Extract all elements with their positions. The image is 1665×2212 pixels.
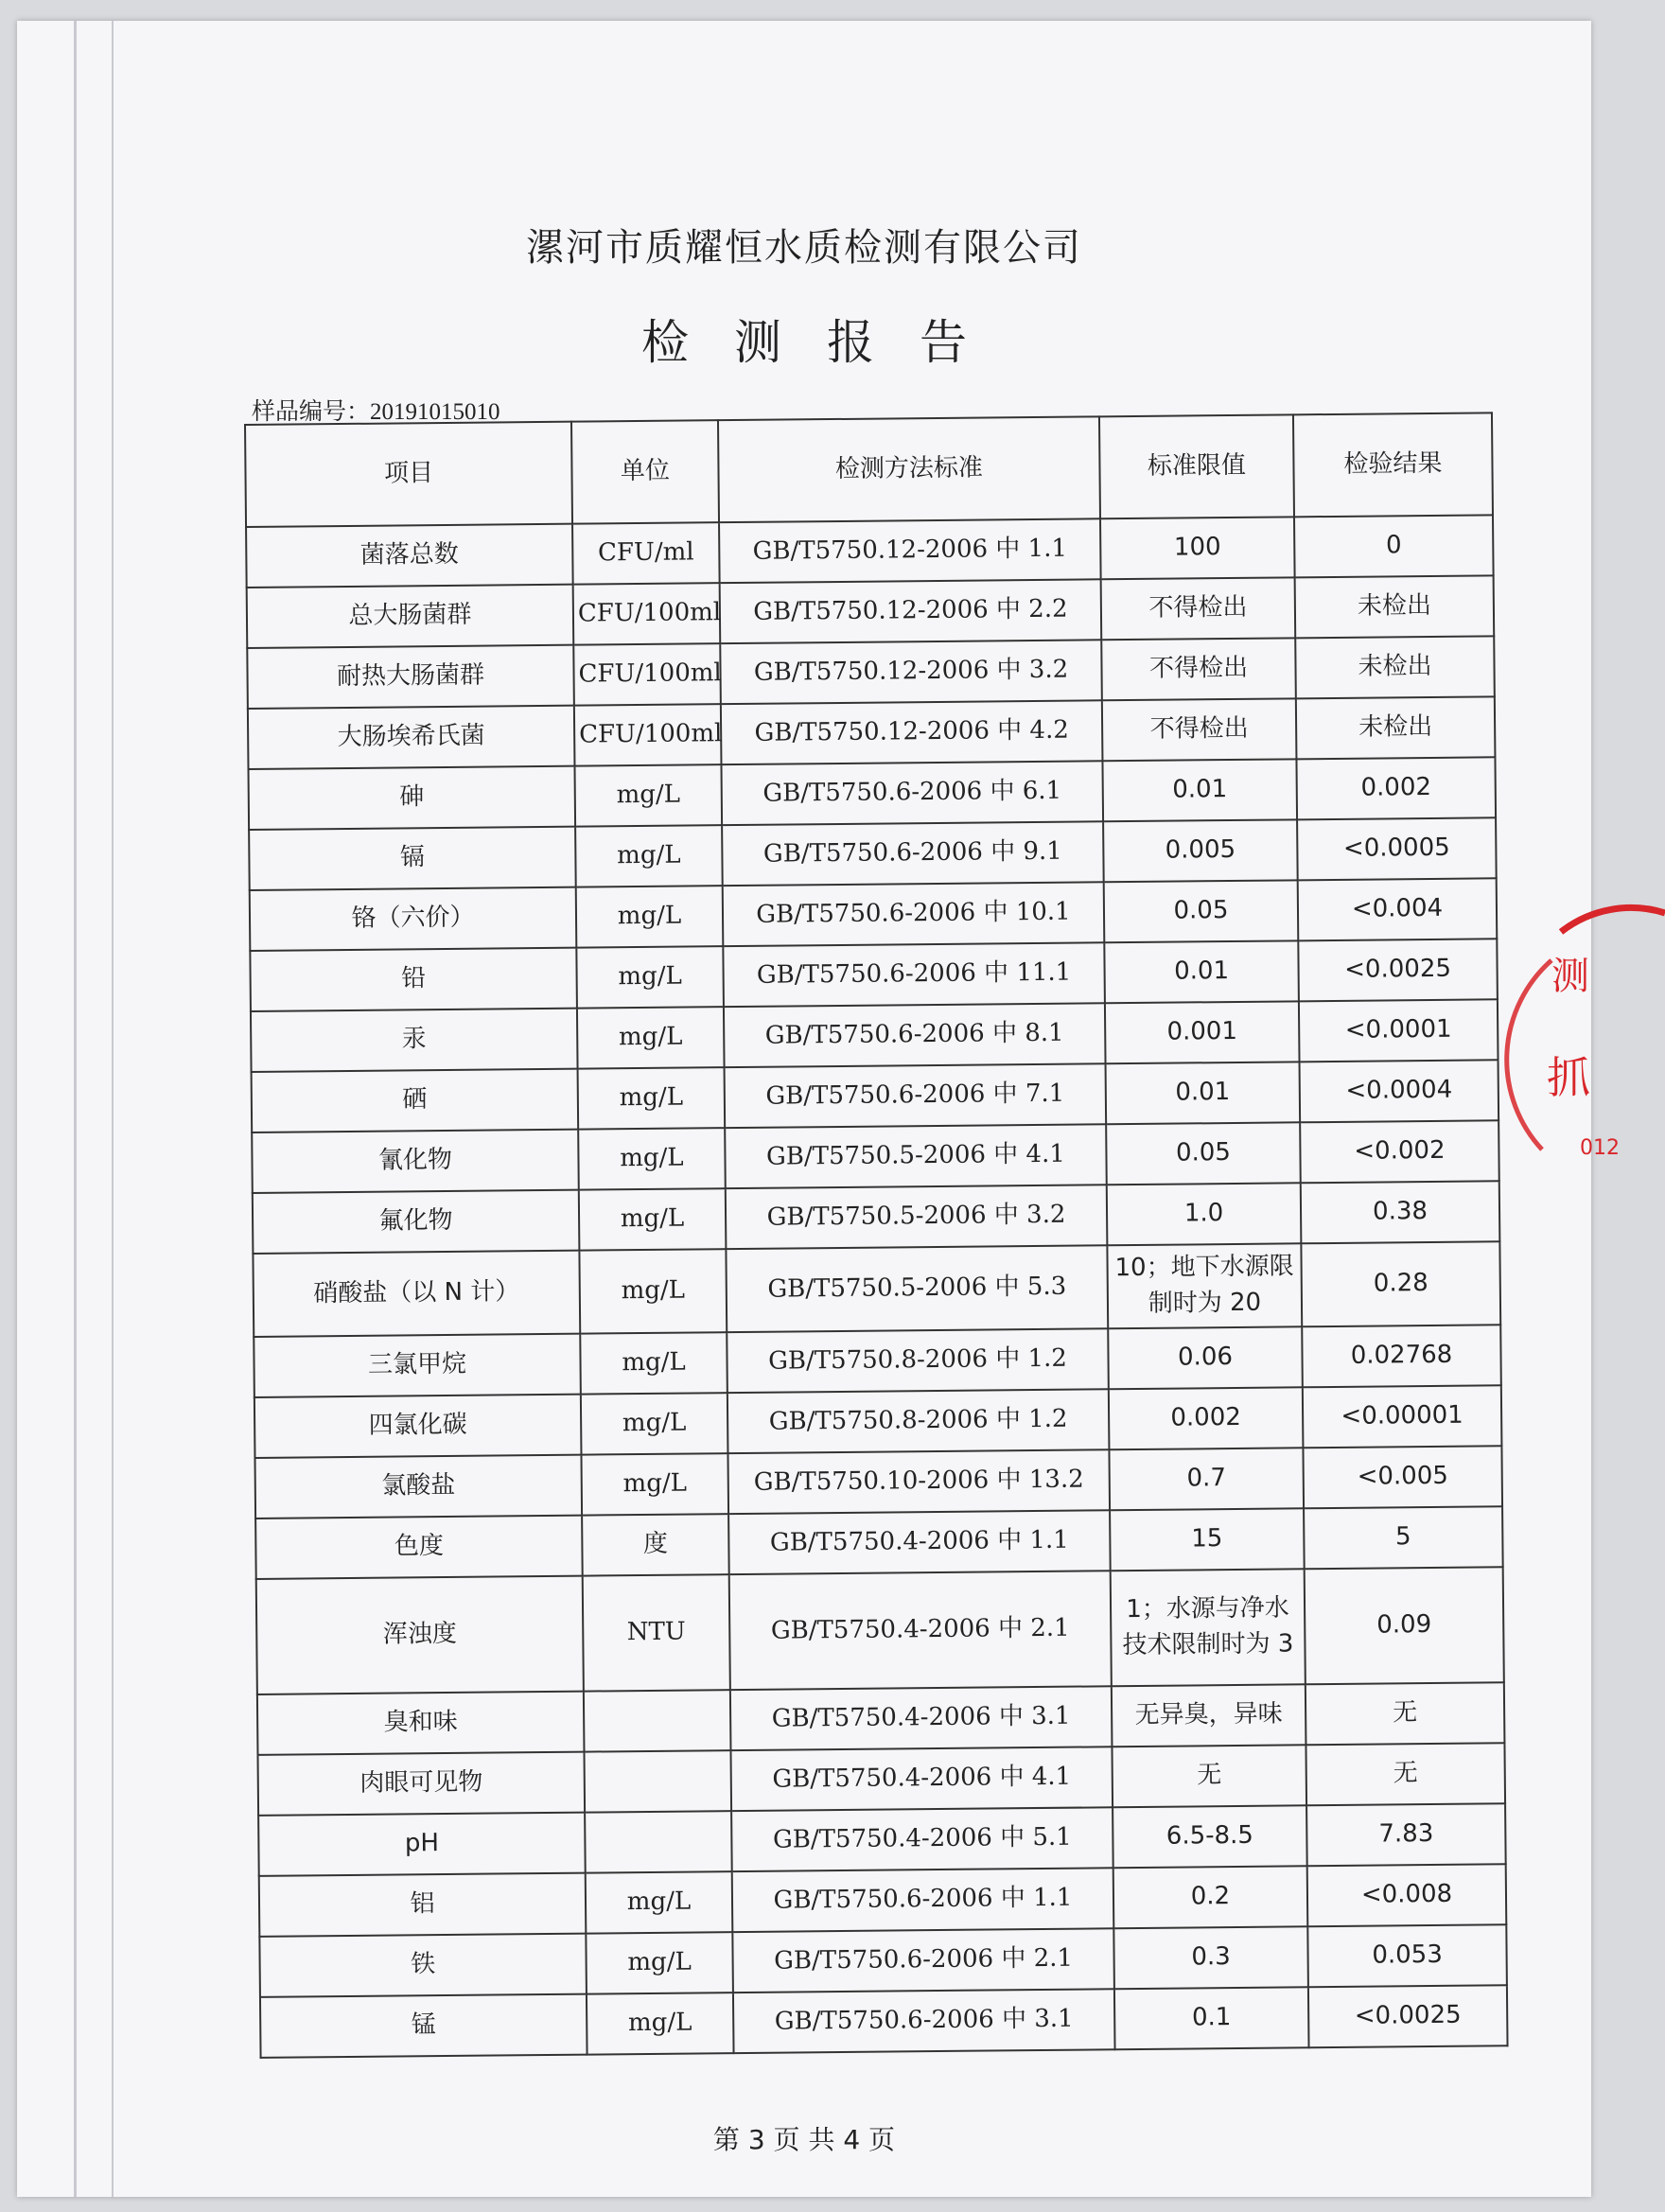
row-limit: 0.01 xyxy=(1104,940,1299,1003)
row-item: 总大肠菌群 xyxy=(247,585,574,648)
seal-char: 012 xyxy=(1580,1136,1620,1160)
row-result: 0.28 xyxy=(1301,1241,1500,1326)
row-result: 0.002 xyxy=(1296,757,1496,819)
row-method: GB/T5750.6-2006 中 9.1 xyxy=(722,821,1104,886)
row-unit: mg/L xyxy=(578,1067,726,1129)
row-result: <0.0005 xyxy=(1297,817,1497,880)
row-item: 菌落总数 xyxy=(246,524,573,588)
row-unit: mg/L xyxy=(581,1393,728,1454)
row-result: <0.0004 xyxy=(1300,1060,1499,1122)
row-item: 三氯甲烷 xyxy=(254,1334,581,1397)
row-result: <0.002 xyxy=(1300,1120,1499,1183)
row-result: <0.0025 xyxy=(1308,1985,1508,2047)
row-item: 镉 xyxy=(249,827,576,890)
row-result: <0.0001 xyxy=(1299,999,1498,1062)
row-limit: 100 xyxy=(1100,517,1295,579)
row-method: GB/T5750.5-2006 中 4.1 xyxy=(725,1124,1107,1188)
page-number: 第 3 页 共 4 页 xyxy=(712,2124,896,2155)
row-unit: CFU/100ml xyxy=(573,583,721,644)
row-unit: mg/L xyxy=(580,1332,727,1394)
row-unit: CFU/100ml xyxy=(573,643,721,705)
row-result: 7.83 xyxy=(1306,1803,1506,1866)
row-limit: 0.06 xyxy=(1108,1326,1303,1389)
table-row xyxy=(256,1567,1504,1694)
row-result: 0.053 xyxy=(1307,1924,1507,1987)
row-unit xyxy=(584,1750,731,1812)
row-result: <0.005 xyxy=(1303,1446,1502,1508)
row-limit: 0.1 xyxy=(1114,1987,1309,2049)
row-limit: 无异臭，异味 xyxy=(1112,1684,1306,1747)
row-item: 色度 xyxy=(255,1516,583,1579)
row-item: 四氯化碳 xyxy=(254,1395,582,1458)
row-unit: mg/L xyxy=(587,1993,734,2054)
row-item: pH xyxy=(258,1813,586,1876)
column-header-item: 项目 xyxy=(245,422,572,527)
row-item: 氰化物 xyxy=(252,1130,579,1193)
row-method: GB/T5750.4-2006 中 4.1 xyxy=(730,1747,1113,1811)
results-table xyxy=(244,412,1509,2059)
row-result: 未检出 xyxy=(1295,636,1495,698)
row-result: <0.00001 xyxy=(1303,1385,1502,1448)
row-result: 0.09 xyxy=(1305,1567,1504,1684)
row-method: GB/T5750.8-2006 中 1.2 xyxy=(727,1328,1109,1393)
row-method: GB/T5750.6-2006 中 6.1 xyxy=(721,761,1103,825)
row-limit: 0.002 xyxy=(1109,1387,1304,1449)
row-item: 砷 xyxy=(249,766,576,830)
row-item: 铬（六价） xyxy=(250,887,577,951)
row-unit: mg/L xyxy=(581,1453,728,1515)
row-unit xyxy=(584,1690,731,1751)
row-result: 未检出 xyxy=(1296,696,1496,759)
row-method: GB/T5750.4-2006 中 3.1 xyxy=(730,1686,1113,1750)
row-limit: 不得检出 xyxy=(1101,577,1296,640)
row-unit: mg/L xyxy=(575,825,723,887)
row-item: 耐热大肠菌群 xyxy=(247,645,574,709)
row-unit: mg/L xyxy=(579,1249,727,1333)
row-item: 铁 xyxy=(259,1934,587,1997)
row-method: GB/T5750.12-2006 中 4.2 xyxy=(721,700,1103,764)
row-limit: 无 xyxy=(1112,1745,1306,1807)
row-limit: 0.005 xyxy=(1103,819,1298,882)
row-limit: 6.5-8.5 xyxy=(1113,1805,1307,1868)
report-title: 检测报告 xyxy=(641,315,1012,370)
row-method: GB/T5750.6-2006 中 3.1 xyxy=(733,1989,1115,2053)
sample-label: 样品编号： xyxy=(252,397,371,425)
row-limit: 1；水源与净水技术限制时为 3 xyxy=(1111,1569,1306,1686)
row-unit: mg/L xyxy=(576,946,724,1008)
row-item: 肉眼可见物 xyxy=(258,1752,586,1816)
row-method: GB/T5750.6-2006 中 8.1 xyxy=(724,1003,1106,1067)
row-unit: CFU/ml xyxy=(572,522,720,584)
column-header-method: 检测方法标准 xyxy=(718,416,1100,522)
row-limit: 0.01 xyxy=(1106,1062,1301,1124)
row-method: GB/T5750.12-2006 中 3.2 xyxy=(720,640,1102,704)
row-result: 0 xyxy=(1294,515,1494,577)
row-item: 氟化物 xyxy=(253,1190,580,1254)
row-limit: 0.7 xyxy=(1109,1448,1304,1510)
row-method: GB/T5750.4-2006 中 2.1 xyxy=(729,1571,1112,1690)
column-header-result: 检验结果 xyxy=(1293,413,1493,517)
row-limit: 不得检出 xyxy=(1101,638,1296,700)
row-method: GB/T5750.6-2006 中 7.1 xyxy=(725,1063,1107,1128)
row-item: 锰 xyxy=(260,1994,587,2058)
table-row xyxy=(253,1241,1500,1337)
row-item: 汞 xyxy=(251,1009,578,1072)
row-limit: 0.05 xyxy=(1104,880,1299,942)
company-name: 漯河市质耀恒水质检测有限公司 xyxy=(526,226,1082,270)
row-item: 铝 xyxy=(259,1873,587,1937)
sample-number-value: 20191015010 xyxy=(370,399,500,425)
row-method: GB/T5750.6-2006 中 1.1 xyxy=(732,1868,1114,1932)
row-unit: NTU xyxy=(583,1574,730,1691)
row-unit: CFU/100ml xyxy=(574,704,722,765)
seal-char: 测 xyxy=(1551,955,1589,998)
row-unit: mg/L xyxy=(586,1932,733,1993)
row-item: 浑浊度 xyxy=(256,1576,584,1694)
row-unit: mg/L xyxy=(578,1128,726,1189)
table-row xyxy=(260,1985,1508,2058)
report-page xyxy=(17,21,1591,2197)
row-limit: 0.2 xyxy=(1113,1866,1308,1928)
row-result: <0.008 xyxy=(1307,1864,1507,1926)
row-unit: 度 xyxy=(582,1514,729,1575)
row-result: <0.004 xyxy=(1298,878,1498,940)
row-limit: 0.01 xyxy=(1102,759,1297,821)
row-result: 0.02768 xyxy=(1302,1325,1501,1387)
row-result: 0.38 xyxy=(1301,1181,1500,1243)
seal-char: 抓 xyxy=(1547,1052,1590,1103)
row-unit: mg/L xyxy=(576,886,724,947)
row-method: GB/T5750.10-2006 中 13.2 xyxy=(727,1449,1110,1514)
row-limit: 0.3 xyxy=(1113,1926,1308,1989)
row-unit: mg/L xyxy=(577,1007,725,1068)
row-item: 硝酸盐（以 N 计） xyxy=(253,1251,580,1337)
row-result: 无 xyxy=(1306,1682,1505,1745)
row-method: GB/T5750.4-2006 中 5.1 xyxy=(731,1807,1113,1871)
column-header-unit: 单位 xyxy=(571,420,719,523)
header-row xyxy=(245,413,1493,527)
row-method: GB/T5750.6-2006 中 11.1 xyxy=(723,942,1105,1007)
row-method: GB/T5750.6-2006 中 10.1 xyxy=(723,882,1105,946)
row-method: GB/T5750.5-2006 中 3.2 xyxy=(726,1185,1108,1249)
row-item: 氯酸盐 xyxy=(254,1455,582,1519)
row-unit: mg/L xyxy=(579,1188,727,1250)
row-item: 硒 xyxy=(252,1069,579,1132)
row-result: 无 xyxy=(1306,1743,1505,1805)
row-limit: 10；地下水源限制时为 20 xyxy=(1107,1243,1302,1328)
column-header-limit: 标准限值 xyxy=(1099,414,1294,518)
row-item: 铅 xyxy=(250,948,577,1011)
row-unit: mg/L xyxy=(574,764,722,826)
row-result: 5 xyxy=(1304,1506,1503,1569)
row-unit xyxy=(585,1811,732,1872)
row-item: 大肠埃希氏菌 xyxy=(248,706,575,769)
row-method: GB/T5750.4-2006 中 1.1 xyxy=(728,1510,1111,1574)
row-method: GB/T5750.12-2006 中 2.2 xyxy=(720,579,1102,643)
row-method: GB/T5750.5-2006 中 5.3 xyxy=(726,1245,1108,1332)
row-limit: 0.05 xyxy=(1106,1122,1301,1185)
row-method: GB/T5750.6-2006 中 2.1 xyxy=(732,1928,1114,1993)
row-method: GB/T5750.12-2006 中 1.1 xyxy=(719,518,1101,583)
row-result: 未检出 xyxy=(1295,575,1495,638)
row-limit: 不得检出 xyxy=(1102,698,1297,761)
row-method: GB/T5750.8-2006 中 1.2 xyxy=(727,1389,1110,1453)
row-item: 臭和味 xyxy=(257,1692,585,1755)
row-limit: 1.0 xyxy=(1107,1183,1302,1245)
row-limit: 0.001 xyxy=(1105,1001,1300,1063)
row-unit: mg/L xyxy=(586,1871,733,1933)
row-result: <0.0025 xyxy=(1298,939,1498,1001)
row-limit: 15 xyxy=(1110,1508,1305,1571)
